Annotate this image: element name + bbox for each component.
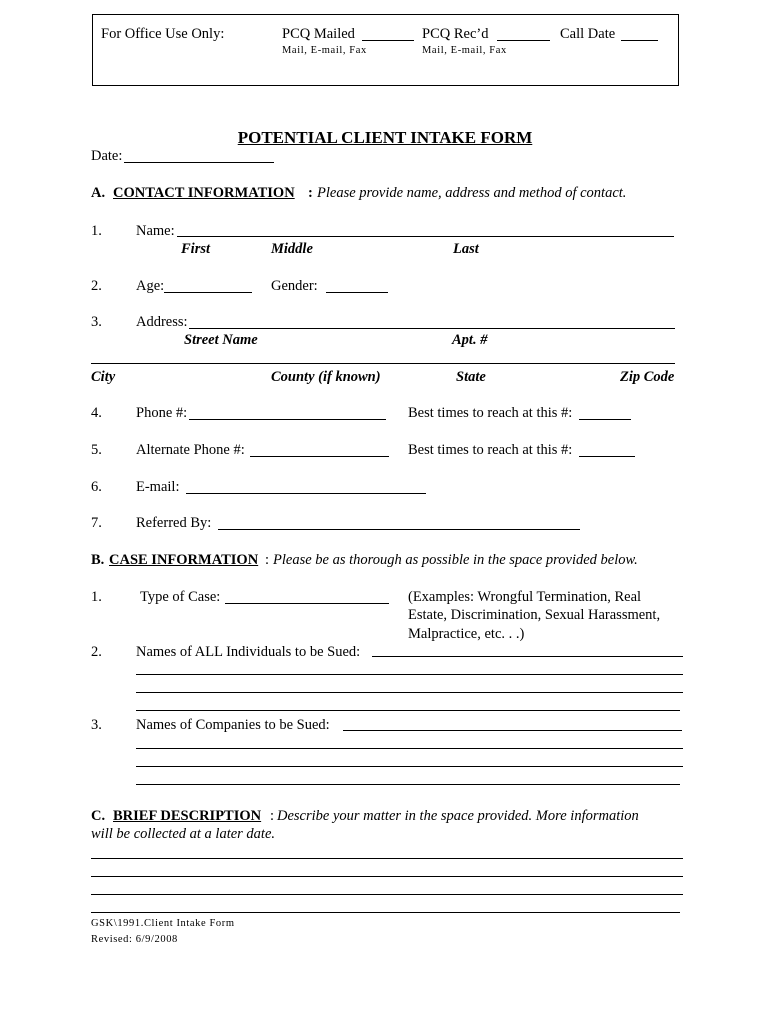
- city-hint: City: [91, 369, 116, 385]
- item-b3-number: 3.: [91, 717, 102, 733]
- alt-phone-best-times-label: Best times to reach at this #:: [408, 442, 573, 458]
- item-a2-number: 2.: [91, 278, 102, 294]
- apt-hint: Apt. #: [452, 332, 488, 348]
- description-field-line-2[interactable]: [91, 876, 683, 877]
- case-type-examples-line1: (Examples: Wrongful Termination, Real: [408, 589, 642, 605]
- item-b2-number: 2.: [91, 644, 102, 660]
- name-middle-hint: Middle: [271, 241, 313, 257]
- age-label: Age:: [136, 278, 165, 294]
- address-label: Address:: [136, 314, 188, 330]
- alt-phone-best-times-field[interactable]: [579, 456, 635, 457]
- individuals-field-line-3[interactable]: [136, 692, 683, 693]
- pcq-mailed-hint: Mail, E-mail, Fax: [282, 45, 367, 56]
- footer-revised: Revised: 6/9/2008: [91, 934, 178, 945]
- section-b-instruction: Please be as thorough as possible in the space provided below.: [273, 552, 638, 568]
- footer-doc-id: GSK\1991.Client Intake Form: [91, 918, 235, 929]
- companies-field-line-4[interactable]: [136, 784, 680, 785]
- companies-field-line-2[interactable]: [136, 748, 683, 749]
- call-date-label: Call Date: [560, 26, 616, 42]
- individuals-label: Names of ALL Individuals to be Sued:: [136, 644, 361, 660]
- pcq-recd-hint: Mail, E-mail, Fax: [422, 45, 507, 56]
- companies-label: Names of Companies to be Sued:: [136, 717, 330, 733]
- description-field-line-4[interactable]: [91, 912, 680, 913]
- referred-field[interactable]: [218, 529, 580, 530]
- pcq-recd-field[interactable]: [497, 40, 550, 41]
- item-b1-number: 1.: [91, 589, 102, 605]
- phone-best-times-label: Best times to reach at this #:: [408, 405, 573, 421]
- item-a6-number: 6.: [91, 479, 102, 495]
- section-c-heading: BRIEF DESCRIPTION: [113, 808, 262, 824]
- description-field-line-1[interactable]: [91, 858, 683, 859]
- name-last-hint: Last: [453, 241, 479, 257]
- section-a-instruction: Please provide name, address and method of contact.: [317, 185, 627, 201]
- street-name-hint: Street Name: [184, 332, 258, 348]
- item-a3-number: 3.: [91, 314, 102, 330]
- section-b-colon: :: [265, 552, 270, 568]
- alt-phone-label: Alternate Phone #:: [136, 442, 245, 458]
- section-c-instruction-line2: will be collected at a later date.: [91, 826, 276, 842]
- individuals-field-line-1[interactable]: [372, 656, 683, 657]
- phone-field[interactable]: [189, 419, 386, 420]
- name-label: Name:: [136, 223, 175, 239]
- office-use-box: [92, 14, 679, 86]
- county-hint: County (if known): [271, 369, 381, 385]
- case-type-label: Type of Case:: [140, 589, 221, 605]
- phone-label: Phone #:: [136, 405, 188, 421]
- office-use-label: For Office Use Only:: [101, 26, 225, 42]
- section-b-prefix: B.: [91, 552, 105, 568]
- address-street-field[interactable]: [189, 328, 675, 329]
- description-field-line-3[interactable]: [91, 894, 683, 895]
- email-label: E-mail:: [136, 479, 180, 495]
- section-a-heading: CONTACT INFORMATION: [113, 185, 295, 201]
- date-label: Date:: [91, 148, 123, 164]
- name-field[interactable]: [177, 236, 674, 237]
- case-type-field[interactable]: [225, 603, 389, 604]
- age-field[interactable]: [164, 292, 252, 293]
- state-hint: State: [456, 369, 486, 385]
- section-a-prefix: A.: [91, 185, 106, 201]
- call-date-field[interactable]: [621, 40, 658, 41]
- section-a-colon: :: [308, 185, 313, 201]
- zip-hint: Zip Code: [620, 369, 675, 385]
- section-c-prefix: C.: [91, 808, 106, 824]
- section-c-instruction-line1: Describe your matter in the space provided. More information: [277, 808, 639, 824]
- section-b-heading: CASE INFORMATION: [109, 552, 259, 568]
- item-a7-number: 7.: [91, 515, 102, 531]
- case-type-examples-line2: Estate, Discrimination, Sexual Harassment,: [408, 607, 661, 623]
- address-city-field[interactable]: [91, 363, 675, 364]
- date-field[interactable]: [124, 162, 274, 163]
- companies-field-line-3[interactable]: [136, 766, 683, 767]
- name-first-hint: First: [181, 241, 211, 257]
- individuals-field-line-4[interactable]: [136, 710, 680, 711]
- referred-label: Referred By:: [136, 515, 212, 531]
- email-field[interactable]: [186, 493, 426, 494]
- section-c-colon: :: [270, 808, 275, 824]
- case-type-examples-line3: Malpractice, etc. . .): [408, 626, 525, 642]
- companies-field-line-1[interactable]: [343, 730, 682, 731]
- item-a5-number: 5.: [91, 442, 102, 458]
- gender-field[interactable]: [326, 292, 388, 293]
- gender-label: Gender:: [271, 278, 318, 294]
- phone-best-times-field[interactable]: [579, 419, 631, 420]
- item-a1-number: 1.: [91, 223, 102, 239]
- pcq-recd-label: PCQ Rec’d: [422, 26, 489, 42]
- pcq-mailed-label: PCQ Mailed: [282, 26, 355, 42]
- pcq-mailed-field[interactable]: [362, 40, 414, 41]
- individuals-field-line-2[interactable]: [136, 674, 683, 675]
- alt-phone-field[interactable]: [250, 456, 389, 457]
- form-title: POTENTIAL CLIENT INTAKE FORM: [237, 128, 533, 147]
- item-a4-number: 4.: [91, 405, 102, 421]
